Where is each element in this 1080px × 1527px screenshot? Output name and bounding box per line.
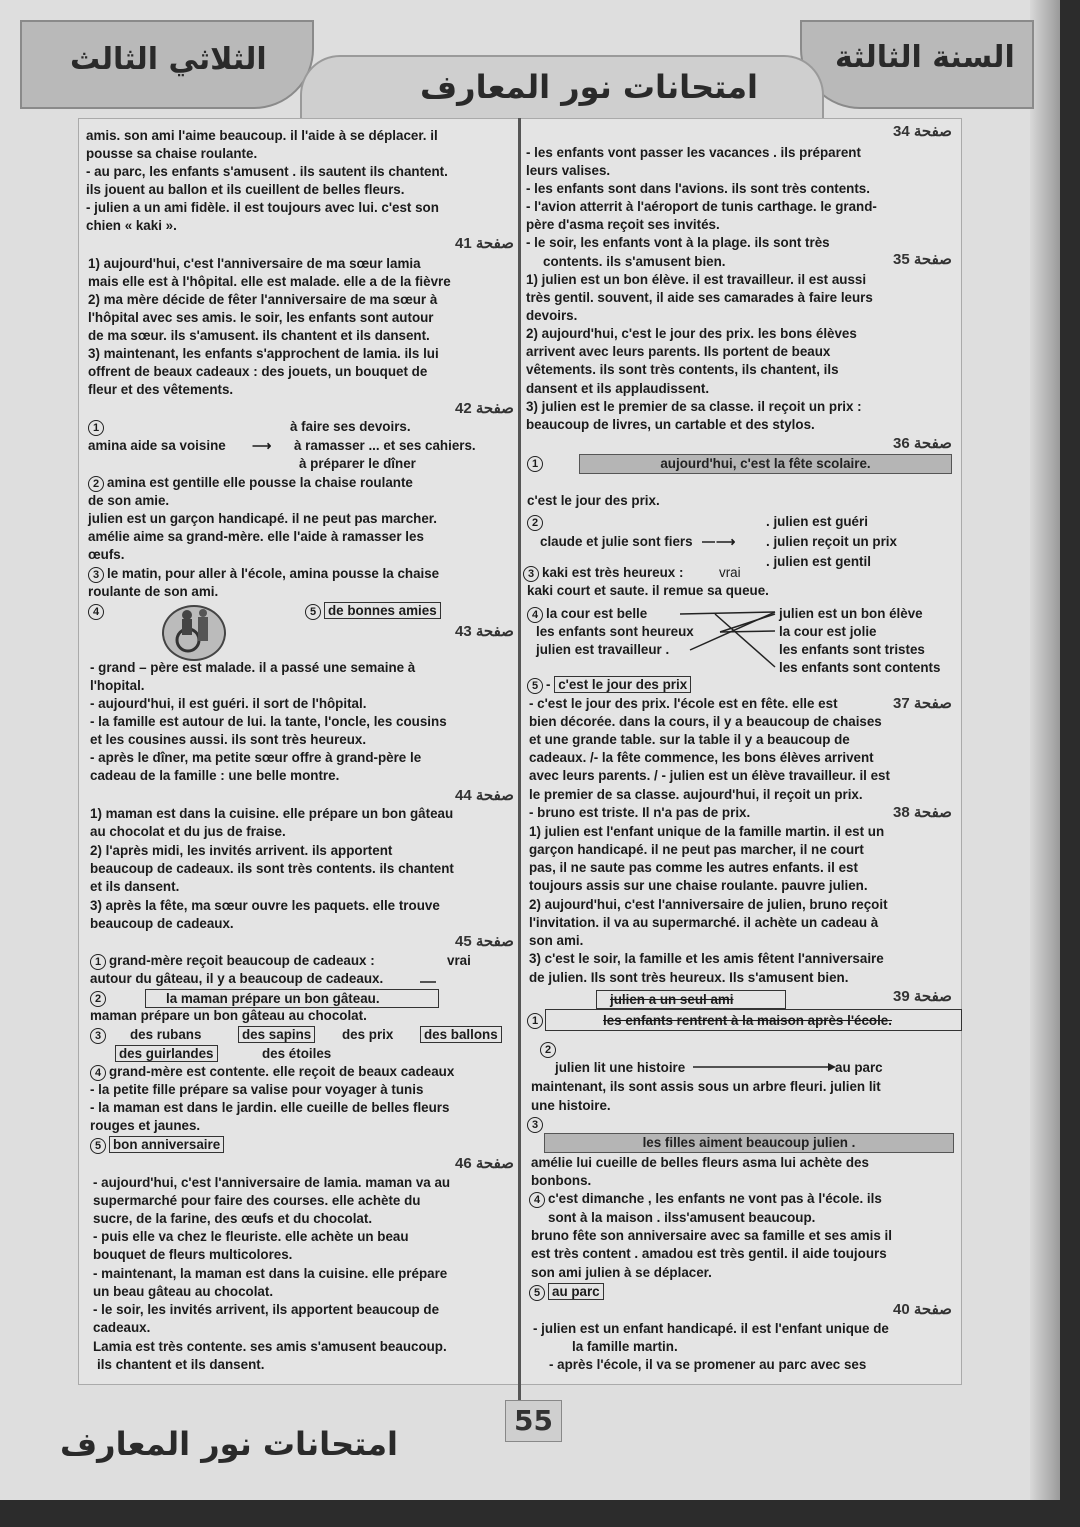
text-line: 3) c'est le soir, la famille et les amis fêtent l'anniversaire <box>529 951 884 966</box>
text-line: une histoire. <box>531 1098 611 1113</box>
question-number: 1 <box>527 1013 543 1029</box>
question-number: 2 <box>527 515 543 531</box>
text-line: amis. son ami l'aime beaucoup. il l'aide à se déplacer. il <box>86 128 438 143</box>
text-line: - julien a un ami fidèle. il est toujours avec lui. c'est son <box>86 200 439 215</box>
question-number: 3 <box>90 1028 106 1044</box>
text-line: c'est dimanche , les enfants ne vont pas à l'école. ils <box>548 1191 882 1206</box>
text-line: beaucoup de cadeaux. <box>90 916 234 931</box>
match-left: julien est travailleur . <box>536 642 670 657</box>
text-line: amélie lui cueille de belles fleurs asma lui achète des <box>531 1155 869 1170</box>
text-line: supermarché pour faire des courses. elle achète du <box>93 1193 421 1208</box>
match-right: les enfants sont tristes <box>779 642 925 657</box>
text-line: mais elle est à l'hôpital. elle est malade. elle a de la fièvre <box>88 274 451 289</box>
text-line: c'est le jour des prix. <box>527 493 660 508</box>
struck-answer: julien a un seul ami <box>610 992 734 1007</box>
text-line: et les cousines aussi. ils sont très heureux. <box>90 732 367 747</box>
text-line: - bruno est triste. Il n'a pas de prix. <box>529 805 751 820</box>
text-line: claude et julie sont fiers <box>540 534 693 549</box>
arrow-icon: ⟶ <box>252 438 272 453</box>
boxed-answer: c'est le jour des prix <box>554 676 691 693</box>
text-line: 3) julien est le premier de sa classe. il reçoit un prix : <box>526 399 862 414</box>
question-number: 1 <box>88 420 104 436</box>
text-line: cadeaux. /- la fête commence, les bons élèves arrivent <box>529 750 874 765</box>
match-option: . julien reçoit un prix <box>766 534 897 549</box>
text-line: julien est un garçon handicapé. il ne peut pas marcher. <box>88 511 437 526</box>
text-line: le premier de sa classe. aujourd'hui, il reçoit un prix. <box>529 787 863 802</box>
text-line: cadeau de la famille : une belle montre. <box>90 768 340 783</box>
match-left: les enfants sont heureux <box>536 624 694 639</box>
option-text: à préparer le dîner <box>299 456 416 471</box>
question-number: 4 <box>88 604 104 620</box>
text-line: cadeaux. <box>93 1320 151 1335</box>
text-line: est très content . amadou est très gentil. il aide toujours <box>531 1246 887 1261</box>
text-line: kaki est très heureux : <box>542 565 684 580</box>
text-line: garçon handicapé. il ne peut pas marcher, il ne court <box>529 842 864 857</box>
text-line: de son amie. <box>88 493 170 508</box>
text-line: devoirs. <box>526 308 578 323</box>
question-number: 3 <box>523 566 539 582</box>
header-right-title: السنة الثالثة <box>835 40 1015 75</box>
text-line: 2) ma mère décide de fêter l'anniversaire de ma sœur à <box>88 292 438 307</box>
text-line: - aujourd'hui, c'est l'anniversaire de lamia. maman va au <box>93 1175 451 1190</box>
text-line: maman prépare un bon gâteau au chocolat. <box>90 1008 367 1023</box>
text-line: son ami. <box>529 933 584 948</box>
page-reference-42: صفحة 42 <box>455 400 514 417</box>
footer-title: امتحانات نور المعارف <box>60 1425 398 1463</box>
text-line: - après l'école, il va se promener au parc avec ses <box>549 1357 867 1372</box>
text-line: l'hôpital avec ses amis. le soir, les enfants sont autour <box>88 310 434 325</box>
text-line: - maintenant, la maman est dans la cuisine. elle prépare <box>93 1266 448 1281</box>
word-option: des étoiles <box>262 1046 332 1061</box>
option-text: à ramasser ... et ses cahiers. <box>294 438 476 453</box>
text-line: 1) aujourd'hui, c'est l'anniversaire de ma sœur lamia <box>88 256 421 271</box>
highlighted-answer: aujourd'hui, c'est la fête scolaire. <box>579 454 952 474</box>
boxed-answer: au parc <box>548 1283 604 1300</box>
arrow-icon: ⟶ <box>716 534 736 549</box>
match-left: la cour est belle <box>546 606 648 621</box>
text-line: - julien est un enfant handicapé. il est l'enfant unique de <box>533 1321 889 1336</box>
text-line: 1) maman est dans la cuisine. elle prépare un bon gâteau <box>90 806 454 821</box>
text-line: pas, il ne saute pas comme les autres enfants. il est <box>529 860 858 875</box>
question-number: 1 <box>527 456 543 472</box>
text-line: œufs. <box>88 547 125 562</box>
question-number: 4 <box>90 1065 106 1081</box>
text-line: 2) l'après midi, les invités arrivent. ils apportent <box>90 843 393 858</box>
text-line: - la famille est autour de lui. la tante, l'oncle, les cousins <box>90 714 447 729</box>
text-line: contents. ils s'amusent bien. <box>543 254 726 269</box>
page-reference-41: صفحة 41 <box>455 235 514 252</box>
text-line: - le soir, les enfants vont à la plage. ils sont très <box>526 235 830 250</box>
question-number: 2 <box>90 991 106 1007</box>
text-line: et une grande table. sur la table il y a beaucoup de <box>529 732 850 747</box>
text-line: 3) maintenant, les enfants s'approchent de lamia. ils lui <box>88 346 439 361</box>
page-reference-35: صفحة 35 <box>893 251 952 268</box>
text-line: rouges et jaunes. <box>90 1118 201 1133</box>
text-line: - l'avion atterrit à l'aéroport de tunis carthage. le grand- <box>526 199 877 214</box>
text-line: autour du gâteau, il y a beaucoup de cadeaux. <box>90 971 384 986</box>
text-line: vêtements. ils sont très contents, ils chantent, ils <box>526 362 839 377</box>
text-line: ils chantent et ils dansent. <box>97 1357 265 1372</box>
text-line: la famille martin. <box>572 1339 678 1354</box>
page-reference-37: صفحة 37 <box>893 695 952 712</box>
match-option: . julien est gentil <box>766 554 871 569</box>
page-reference-38: صفحة 38 <box>893 804 952 821</box>
exam-page: الثلاثي الثالث السنة الثالثة امتحانات نور المعارف amis. son ami l'aime beaucoup. il l'aide à se déplacer. il pousse sa chaise roulante. - au parc, les enfants s'amusent . ils sautent ils chantent. ils jouent au ballon et ils cueillent de belles fleurs. - julien a un ami fidèle. il est toujours avec lui. c'est son chien « kaki ». صفحة 41 1) aujourd'hui, c'est l'anniversaire de ma sœur lamia mais elle est à l'hôpital. elle est malade. elle a de la fièvre 2) ma mère décide de fêter l'anniversaire de ma sœur à l'hôpital avec ses amis. le soir, les enfants sont autour de ma sœur. ils s'amusent. ils chantent et ils dansent. 3) maintenant, les enfants s'approchent de lamia. ils lui offrent de beaux cadeaux : des jouets, un bouquet de fleur et des vêtements. صفحة 42 1 à faire ses devoirs. amina aide sa voisine ⟶ à ramasser ... et ses cahiers. à préparer le dîner 2 amina est gentille elle pousse la chaise roulante de son amie. julien est un garçon handicapé. il ne peut pas marcher. amélie aime sa grand-mère. elle l'aide à ramasser les œufs. 3 le matin, pour aller à l'école, amina pousse la chaise roulante de son ami. 4 5 de bonnes amies صفحة 43 - grand – père est malade. il a passé une semaine à l'hopital. - aujourd'hui, il est guéri. il sort de l'hôpital. - la famille est autour de lui. la tante, l'oncle, les cousins et les cousines aussi. ils sont très heureux. - après le dîner, ma petite sœur offre à grand-père le cadeau de la famille : une belle montre. صفحة 44 1) maman est dans la cuisine. elle prépare un bon gâteau au chocolat et du jus de fraise. 2) l'après midi, les invités arrivent. ils apportent beaucoup de cadeaux. ils sont très contents. ils chantent et ils dansent. 3) après la fête, ma sœur ouvre les paquets. elle trouve beaucoup de cadeaux. صفحة 45 1 grand-mère reçoit beaucoup de cadeaux : vrai autour du gâteau, il y a beaucoup de cadeaux. 2 la maman prépare un bon gâteau. maman prépare un bon gâteau au chocolat. 3 des rubans des sapins des prix des ballons des guirlandes des étoiles 4 grand-mère est contente. elle reçoit de beaux cadeaux - la petite fille prépare sa valise pour voyager à tunis - la maman est dans le jardin. elle cueille de belles fleurs rouges et jaunes. 5 bon anniversaire صفحة 46 - aujourd'hui, c'est l'anniversaire de lamia. maman va au supermarché pour faire des courses. elle achète du sucre, de la farine, des œufs et du chocolat. - puis elle va chez le fleuriste. elle achète un beau bouquet de fleurs multicolores. - maintenant, la maman est dans la cuisine. elle prépare un beau gâteau au chocolat. - le soir, les invités arrivent, ils apportent beaucoup de cadeaux. Lamia est très contente. ses amis s'amusent beaucoup. ils chantent et ils dansent. صفحة 34 - les enfants vont passer les vacances . ils préparent leurs valises. - les enfants sont dans l'avions. ils sont très contents. - l'avion atterrit à l'aéroport de tunis carthage. le grand- père d'asma reçoit ses invités. - le soir, les enfants vont à la plage. ils sont très contents. ils s'amusent bien. صفحة 35 1) julien est un bon élève. il est travailleur. il est aussi très gentil. souvent, il aide ses camarades à faire leurs devoirs. 2) aujourd'hui, c'est le jour des prix. les bons élèves arrivent avec leurs parents. Ils portent de beaux vêtements. ils sont très contents, ils chantent, ils dansent et ils applaudissent. 3) julien est le premier de sa classe. il reçoit un prix : beaucoup de livres, un cartable et des stylos. صفحة 36 1 aujourd'hui, c'est la fête scolaire. c'est le jour des prix. 2 . julien est guéri claude et julie sont fiers ⟶ . julien reçoit un prix . julien est gentil 3 kaki est très heureux : vrai kaki court et saute. il remue sa queue. 4 la cour est belle julien est un bon élève les enfants sont heureux la cour est jolie julien est travailleur . les enfants sont tristes les enfants sont contents 5 - c'est le jour des prix صفحة 37 - c'est le jour des prix. l'école est en fête. elle est bien décorée. dans la cours, il y a beaucoup de chaises et une grande table. sur la table il y a beaucoup de cadeaux. /- la fête commence, les bons élèves arrivent avec leurs parents. / - julien est un élève travailleur. il est le premier de sa classe. aujourd'hui, il reçoit un prix. - bruno est triste. Il n'a pas de prix. صفحة 38 1) julien est l'enfant unique de la famille martin. il est un garçon handicapé. il ne peut pas marcher, il ne court pas, il ne saute pas comme les autres enfants. il est toujours assis sur une chaise roulante. pauvre julien. 2) aujourd'hui, c'est l'anniversaire de julien, bruno reçoit l'invitation. il va au supermarché. il achète un cadeau à son ami. 3) c'est le soir, la famille et les amis fêtent l'anniversaire de julien. Ils sont très heureux. Ils s'amusent bien. julien a un seul ami صفحة 39 1 les enfants rentrent à la maison après l'école. 2 julien lit une histoire au parc maintenant, ils sont assis sous un arbre fleuri. julien lit une histoire. 3 les filles aiment beaucoup julien . amélie lui cueille de belles fleurs asma lui achète des bonbons. 4 c'est dimanche , les enfants ne vont pas à l'école. ils sont à la maison . ilss'amusent beaucoup. bruno fête son anniversaire avec sa famille et ses amis il est très content . amadou est très gentil. il aide toujours son ami julien à se déplacer. 5 au parc صفحة 40 - julien est un enfant handicapé. il est l'enfant unique de la famille martin. - après l'école, il va se promener au parc avec ses 55 امتحانات نور المعارف <box>0 0 1060 1500</box>
word-option-boxed: des sapins <box>238 1026 315 1043</box>
text-line: julien lit une histoire <box>555 1060 686 1075</box>
question-number: 5 <box>529 1285 545 1301</box>
question-number: 4 <box>527 607 543 623</box>
boxed-answer: la maman prépare un bon gâteau. <box>166 991 380 1006</box>
highlighted-answer: les filles aiment beaucoup julien . <box>544 1133 954 1153</box>
text-line: maintenant, ils sont assis sous un arbre fleuri. julien lit <box>531 1079 881 1094</box>
text-line: grand-mère est contente. elle reçoit de beaux cadeaux <box>109 1064 455 1079</box>
question-number: 2 <box>88 476 104 492</box>
text-line: son ami julien à se déplacer. <box>531 1265 712 1280</box>
option-text: à faire ses devoirs. <box>290 419 411 434</box>
text-line: bonbons. <box>531 1173 592 1188</box>
text-line: sont à la maison . ilss'amusent beaucoup. <box>548 1210 816 1225</box>
text-line: offrent de beaux cadeaux : des jouets, un bouquet de <box>88 364 428 379</box>
text-line: 1) julien est l'enfant unique de la famille martin. il est un <box>529 824 885 839</box>
text-line: le matin, pour aller à l'école, amina pousse la chaise <box>107 566 440 581</box>
text-line: - aujourd'hui, il est guéri. il sort de l'hôpital. <box>90 696 367 711</box>
text-line: amina est gentille elle pousse la chaise roulante <box>107 475 413 490</box>
word-option: des rubans <box>130 1027 202 1042</box>
struck-answer: les enfants rentrent à la maison après l'école. <box>603 1013 892 1028</box>
text-line: l'hopital. <box>90 678 145 693</box>
page-reference-34: صفحة 34 <box>893 123 952 140</box>
page-reference-39: صفحة 39 <box>893 988 952 1005</box>
match-right: les enfants sont contents <box>779 660 941 675</box>
text-line: bruno fête son anniversaire avec sa famille et ses amis il <box>531 1228 892 1243</box>
text-line: l'invitation. il va au supermarché. il achète un cadeau à <box>529 915 879 930</box>
text-line: Lamia est très contente. ses amis s'amusent beaucoup. <box>93 1339 447 1354</box>
text-line: - la maman est dans le jardin. elle cueille de belles fleurs <box>90 1100 450 1115</box>
text-line: et ils dansent. <box>90 879 180 894</box>
answer-true: vrai <box>719 565 741 580</box>
text-line: - après le dîner, ma petite sœur offre à grand-père le <box>90 750 422 765</box>
header-center-title: امتحانات نور المعارف <box>420 68 758 106</box>
text-line: - les enfants vont passer les vacances . ils préparent <box>526 145 861 160</box>
text-line: avec leurs parents. / - julien est un élève travailleur. il est <box>529 768 890 783</box>
match-option: . julien est guéri <box>766 514 868 529</box>
answer-true: vrai <box>447 953 471 968</box>
page-reference-36: صفحة 36 <box>893 435 952 452</box>
text-line: - les enfants sont dans l'avions. ils sont très contents. <box>526 181 870 196</box>
text-line: 2) aujourd'hui, c'est le jour des prix. les bons élèves <box>526 326 857 341</box>
page-number: 55 <box>505 1400 562 1442</box>
page-reference-43: صفحة 43 <box>455 623 514 640</box>
text-line: 2) aujourd'hui, c'est l'anniversaire de julien, bruno reçoit <box>529 897 888 912</box>
match-right: julien est un bon élève <box>779 606 923 621</box>
text-line: arrivent avec leurs parents. Ils portent de beaux <box>526 344 831 359</box>
text-line: de ma sœur. ils s'amusent. ils chantent et ils dansent. <box>88 328 430 343</box>
question-number: 5 <box>527 678 543 694</box>
text-line: roulante de son ami. <box>88 584 219 599</box>
text-line: - c'est le jour des prix. l'école est en fête. elle est <box>529 696 838 711</box>
text-line: amélie aime sa grand-mère. elle l'aide à ramasser les <box>88 529 424 544</box>
page-reference-45: صفحة 45 <box>455 933 514 950</box>
match-right: la cour est jolie <box>779 624 877 639</box>
text-line: de julien. Ils sont très heureux. Ils s'amusent bien. <box>529 970 849 985</box>
question-number: 3 <box>88 567 104 583</box>
question-number: 5 <box>90 1138 106 1154</box>
question-number: 5 <box>305 604 321 620</box>
word-option-boxed: des guirlandes <box>115 1045 218 1062</box>
word-option-boxed: des ballons <box>420 1026 502 1043</box>
text-line: leurs valises. <box>526 163 611 178</box>
header-left-title: الثلاثي الثالث <box>70 42 267 77</box>
text-line: chien « kaki ». <box>86 218 177 233</box>
text-line: beaucoup de livres, un cartable et des stylos. <box>526 417 815 432</box>
text-line: - grand – père est malade. il a passé une semaine à <box>90 660 416 675</box>
text-line: père d'asma reçoit ses invités. <box>526 217 720 232</box>
text-line: bouquet de fleurs multicolores. <box>93 1247 293 1262</box>
boxed-answer: de bonnes amies <box>324 602 441 619</box>
text-line: - puis elle va chez le fleuriste. elle achète un beau <box>93 1229 409 1244</box>
question-number: 3 <box>527 1117 543 1133</box>
page-reference-46: صفحة 46 <box>455 1155 514 1172</box>
text-line: sucre, de la farine, des œufs et du chocolat. <box>93 1211 373 1226</box>
text-line: - au parc, les enfants s'amusent . ils sautent ils chantent. <box>86 164 448 179</box>
text-line: un beau gâteau au chocolat. <box>93 1284 274 1299</box>
text-line: grand-mère reçoit beaucoup de cadeaux : <box>109 953 375 968</box>
text-line: ils jouent au ballon et ils cueillent de belles fleurs. <box>86 182 405 197</box>
text-line: 3) après la fête, ma sœur ouvre les paquets. elle trouve <box>90 898 440 913</box>
text-line: toujours assis sur une chaise roulante. pauvre julien. <box>529 878 868 893</box>
text-line: beaucoup de cadeaux. ils sont très contents. ils chantent <box>90 861 454 876</box>
text-line: dansent et ils applaudissent. <box>526 381 710 396</box>
text-line: kaki court et saute. il remue sa queue. <box>527 583 769 598</box>
page-reference-40: صفحة 40 <box>893 1301 952 1318</box>
question-number: 4 <box>529 1192 545 1208</box>
text-line: pousse sa chaise roulante. <box>86 146 258 161</box>
text-line: fleur et des vêtements. <box>88 382 234 397</box>
text-line: - la petite fille prépare sa valise pour voyager à tunis <box>90 1082 424 1097</box>
text-line: amina aide sa voisine <box>88 438 226 453</box>
text-line: bien décorée. dans la cours, il y a beaucoup de chaises <box>529 714 882 729</box>
text-line: - le soir, les invités arrivent, ils apportent beaucoup de <box>93 1302 440 1317</box>
word-option: des prix <box>342 1027 394 1042</box>
question-number: 1 <box>90 954 106 970</box>
boxed-answer: bon anniversaire <box>109 1136 224 1153</box>
page-reference-44: صفحة 44 <box>455 787 514 804</box>
match-option: au parc <box>835 1060 883 1075</box>
question-number: 2 <box>540 1042 556 1058</box>
text-line: très gentil. souvent, il aide ses camarades à faire leurs <box>526 290 873 305</box>
text-line: au chocolat et du jus de fraise. <box>90 824 286 839</box>
text-line: 1) julien est un bon élève. il est travailleur. il est aussi <box>526 272 867 287</box>
